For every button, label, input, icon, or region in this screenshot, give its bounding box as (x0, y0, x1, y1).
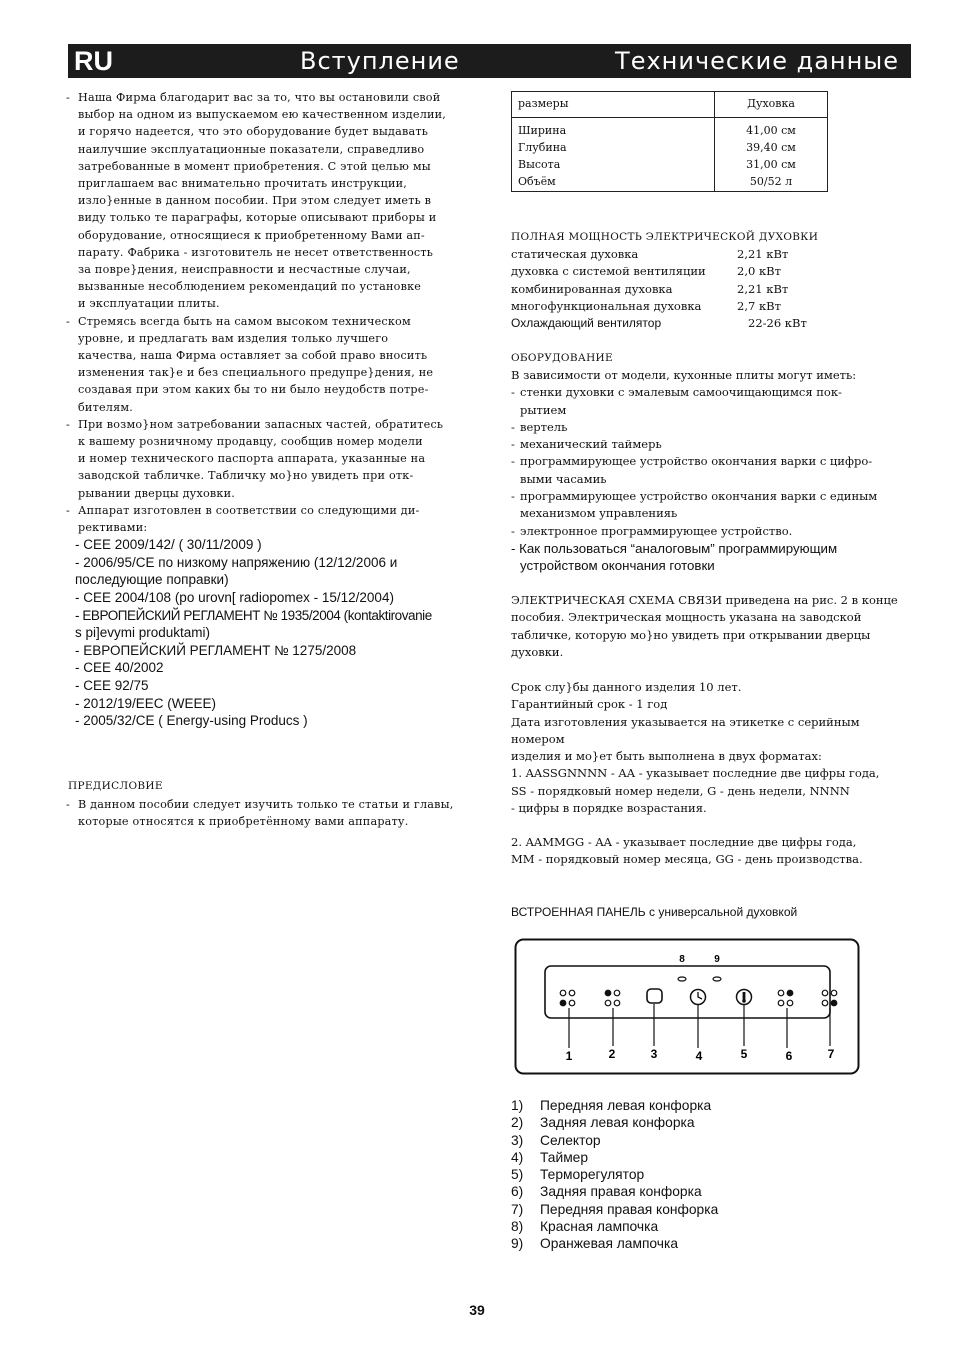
paragraph-directives-intro: - Аппарат изготовлен в соответствии со следующими ди- рективами: (66, 502, 466, 536)
legend-item (511, 1183, 718, 1200)
text-line: и номер технического паспорта аппарата, указанные на (78, 452, 426, 466)
text-line: изло}енные в данном пособии. При этом следует иметь в (78, 194, 432, 208)
text-line: номером (511, 731, 565, 746)
label-8: 8 (679, 954, 685, 965)
legend-text: Таймер (540, 1149, 589, 1165)
legend-number: 3) (511, 1132, 524, 1148)
directive-item: последующие поправки) (75, 572, 229, 588)
label-height: Высота (518, 158, 561, 171)
label-1: 1 (565, 1049, 573, 1063)
label-7: 7 (827, 1047, 835, 1061)
text-line: Стремясь всегда быть на самом высоком техническом (78, 314, 411, 328)
analog-programmer-note (511, 540, 909, 575)
directive-item: - CEE 2004/108 (po urovn[ radiopomex - 15/12/2004) (75, 590, 394, 606)
power-row (511, 263, 909, 280)
foreword-text: - В данном пособии следует изучить только те статьи и главы, которые относятся к приобретённому вами аппарату. (66, 796, 478, 830)
text-line: виду только те параграфы, которые описывают приборы и (78, 211, 437, 225)
text-line: ЭЛЕКТРИЧЕСКАЯ СХЕМА СВЯЗИ приведена на рис. 2 в конце (511, 593, 898, 607)
text-line: табличке, которую мо}но увидеть при открывании дверцы (511, 627, 871, 642)
fan-label: Охлаждающий вентилятор (511, 316, 662, 331)
text-line: и горячо надеется, что это оборудование будет выдавать (78, 125, 429, 139)
text-line: за повре}дения, неисправности и несчастные случаи, (78, 263, 411, 277)
legend-item (511, 1149, 718, 1166)
power-title: ПОЛНАЯ МОЩНОСТЬ ЭЛЕКТРИЧЕСКОЙ ДУХОВКИ (511, 231, 819, 243)
directive-item: - CEE 92/75 (75, 678, 149, 694)
panel-legend (511, 1097, 718, 1253)
text-line: стенки духовки с эмалевым самоочищающимся пок- (520, 385, 842, 400)
legend-number: 2) (511, 1115, 524, 1131)
text-line: Аппарат изготовлен в соответствии со следующими ди- (78, 503, 420, 517)
table-header-oven: Духовка (715, 92, 828, 118)
value-height: 31,00 см (746, 158, 796, 171)
text-line: вызванные несоблюдением рекомендаций по установке (78, 280, 422, 294)
equipment-item: - вертель (511, 419, 909, 436)
fan-row (511, 315, 909, 332)
legend-item (511, 1097, 718, 1114)
legend-number: 7) (511, 1201, 524, 1217)
text-line: рывании дверцы духовки. (78, 486, 236, 500)
text-line: 2. AAMMGG - AA - указывает последние две цифры года, (511, 835, 857, 849)
legend-number: 1) (511, 1098, 524, 1113)
legend-text: Красная лампочка (540, 1219, 659, 1235)
left-column (66, 89, 466, 730)
legend-item (511, 1114, 718, 1131)
dimensions-table (511, 91, 828, 192)
text-line: приглашаем вас внимательно прочитать инструкции, (78, 177, 408, 191)
label-6: 6 (785, 1049, 793, 1063)
label-5: 5 (740, 1047, 748, 1061)
legend-number: 4) (511, 1149, 524, 1165)
text-line: SS - порядковый номер недели, G - день недели, NNNN (511, 783, 850, 798)
equipment-item: - программирующее устройство окончания варки с единым механизмом управленияь (511, 488, 909, 523)
value-width: 41,00 см (746, 124, 796, 137)
legend-text: Передняя левая конфорка (540, 1098, 712, 1113)
page-number: 39 (469, 1302, 485, 1318)
label-width: Ширина (518, 124, 567, 137)
legend-text: Оранжевая лампочка (540, 1236, 679, 1252)
legend-text: Задняя левая конфорка (540, 1115, 695, 1131)
foreword-title: ПРЕДИСЛОВИЕ (68, 780, 163, 792)
text-line: 1. AASSGNNNN - AA - указывает последние две цифры года, (511, 766, 880, 781)
text-line: наилучшие эксплуатационные показатели, справедливо (78, 142, 425, 156)
power-value: 2,0 кВт (737, 264, 781, 279)
text-line: духовки. (511, 644, 564, 659)
equipment-item: - электронное программирующее устройство. (511, 523, 909, 540)
legend-text: Задняя правая конфорка (540, 1184, 702, 1200)
directive-item: - CEE 40/2002 (75, 660, 164, 676)
power-value: 2,21 кВт (737, 247, 789, 261)
value-volume: 50/52 л (749, 175, 793, 188)
panel-title: ВСТРОЕННАЯ ПАНЕЛЬ с универсальной духовкой (511, 905, 798, 919)
text-line: механизмом управленияь (520, 506, 678, 521)
text-line: электронное программирующее устройство. (520, 523, 793, 538)
power-row (511, 298, 909, 315)
equipment-item: - механический таймерь (511, 436, 909, 453)
title-technical-data: Технические данные (615, 47, 899, 75)
paragraph-thanks: - Наша Фирма благодарит вас за то, что вы остановили свой выбор на одном из выпускаемом ею качественном изделии, и горячо надеется, что это оборудование будет выдавать наилучшие эксплуатационные показатели, справедливо затребованные в момент приобретения. С этой целью мы приглашаем вас внимательно прочитать инструкции, изло}енные в данном пособии. При этом следует иметь в виду только те параграфы, которые описывают приборы и оборудование, относящиеся к приобретенному Вами ап- парату. Фабрика - изготовитель не несет ответственность за повре}дения, неисправности и несчастные случаи, вызванные несоблюдением рекомендаций по установке и эксплуатации плиты. (66, 89, 466, 313)
power-label: многофункциональная духовка (511, 298, 702, 313)
directive-item: - 2012/19/EEC (WEEE) (75, 695, 217, 711)
table-labels-cell (512, 118, 715, 192)
text-line: выми часамиь (520, 471, 607, 486)
text-line: - Как пользоваться “аналоговым” программирующим (511, 540, 838, 556)
equipment-title: ОБОРУДОВАНИЕ (511, 352, 613, 364)
directives-list (66, 536, 466, 730)
control-panel-diagram (514, 938, 860, 1076)
text-line: Дата изготовления указывается на этикетке с серийным (511, 714, 860, 729)
text-line: пособия. Электрическая мощность указана на заводской (511, 610, 862, 625)
power-section (511, 229, 909, 332)
text-line: рытием (520, 402, 567, 417)
text-line: которые относятся к приобретённому вами аппарату. (78, 815, 409, 829)
legend-number: 5) (511, 1167, 524, 1183)
text-line: затребованные в момент приобретения. С этой целью мы (78, 159, 431, 173)
text-line: парату. Фабрика - изготовитель не несет ответственность (78, 245, 434, 259)
title-introduction: Вступление (300, 47, 460, 75)
text-line: создавая при этом каких бы то ни было неудобств потре- (78, 383, 429, 397)
equipment-item: - стенки духовки с эмалевым самоочищающимся пок- рытием (511, 384, 909, 419)
text-line: и эксплуатации плиты. (78, 297, 220, 311)
text-line: оборудование, относящиеся к приобретенному Вами ап- (78, 228, 425, 242)
text-line: устройством окончания готовки (520, 558, 715, 574)
power-label: комбинированная духовка (511, 281, 673, 296)
equipment-item: - программирующее устройство окончания варки с цифро- выми часамиь (511, 453, 909, 488)
text-line: выбор на одном из выпускаемом ею качественном изделии, (78, 108, 447, 122)
label-9: 9 (714, 954, 720, 965)
text-line: изменения так}е и без специального предупре}дения, не (78, 366, 434, 380)
equipment-intro: В зависимости от модели, кухонные плиты могут иметь: (511, 368, 857, 382)
legend-number: 8) (511, 1219, 524, 1235)
legend-item (511, 1218, 718, 1235)
power-label: статическая духовка (511, 247, 639, 261)
electric-scheme-text (511, 592, 909, 661)
label-2: 2 (608, 1047, 616, 1061)
legend-text: Передняя правая конфорка (540, 1201, 719, 1217)
paragraph-improvements: - Стремясь всегда быть на самом высоком техническом уровне, и предлагать вам изделия только лучшего качества, наша Фирма оставляет за собой право вносить изменения так}е и без специального предупре}дения, не создавая при этом каких бы то ни было неудобств потре- бителям. (66, 313, 466, 416)
power-label: духовка с системой вентиляции (511, 264, 706, 279)
paragraph-spare-parts: - При возмо}ном затребовании запасных частей, обратитесь к вашему розничному продавцу, сообщив номер модели и номер технического паспорта аппарата, указанные на заводской табличке. Табличку мо}но увидеть при отк- рывании дверцы духовки. (66, 416, 466, 502)
text-line: программирующее устройство окончания варки с единым (520, 489, 878, 504)
text-line: уровне, и предлагать вам изделия только лучшего (78, 331, 389, 345)
service-life-text (511, 679, 909, 817)
text-line: рективами: (78, 521, 148, 535)
power-row (511, 246, 909, 263)
legend-text: Селектор (540, 1132, 601, 1148)
fan-value: 22-26 кВт (748, 316, 807, 331)
text-line: В данном пособии следует изучить только те статьи и главы, (78, 798, 454, 811)
legend-item (511, 1201, 718, 1218)
label-4: 4 (695, 1049, 703, 1063)
text-line: вертель (520, 419, 568, 434)
header-bar (68, 44, 911, 78)
text-line: MM - порядковый номер месяца, GG - день производства. (511, 852, 863, 867)
text-line: Наша Фирма благодарит вас за то, что вы остановили свой (78, 91, 441, 104)
text-line: Гарантийный срок - 1 год (511, 697, 668, 712)
legend-item (511, 1166, 718, 1183)
power-value: 2,21 кВт (737, 281, 789, 296)
text-line: бителям. (78, 400, 134, 414)
text-line: механический таймерь (520, 437, 662, 452)
power-row (511, 281, 909, 298)
directive-item: - 2005/32/CE ( Energy-using Producs ) (75, 713, 308, 729)
legend-number: 9) (511, 1236, 524, 1252)
directive-item: - ЕВРОПЕЙСКИЙ РЕГЛАМЕНТ № 1935/2004 (kontaktirovanie (75, 607, 432, 623)
text-line: - цифры в порядке возрастания. (511, 801, 707, 816)
text-line: изделия и мо}ет быть выполнена в двух форматах: (511, 749, 822, 764)
power-value: 2,7 кВт (737, 298, 781, 313)
value-depth: 39,40 см (746, 141, 796, 154)
equipment-section (511, 350, 909, 575)
table-values-cell (715, 118, 828, 192)
date-format-2 (511, 834, 909, 869)
legend-item (511, 1235, 718, 1252)
text-line: заводской табличке. Табличку мо}но увидеть при отк- (78, 469, 414, 483)
language-code: RU (74, 46, 113, 76)
directive-item: - ЕВРОПЕЙСКИЙ РЕГЛАМЕНТ № 1275/2008 (75, 642, 357, 658)
directive-item: s pi]evymi produktami) (75, 625, 211, 641)
legend-item (511, 1132, 718, 1149)
legend-text: Терморегулятор (540, 1167, 645, 1183)
text-line: При возмо}ном затребовании запасных частей, обратитесь (78, 417, 444, 431)
text-line: программирующее устройство окончания варки с цифро- (520, 454, 873, 469)
directive-item: - 2006/95/CE по низкому напряжению (12/12/2006 и (75, 554, 398, 570)
table-header-dimensions: размеры (512, 92, 715, 118)
text-line: качества, наша Фирма оставляет за собой право вносить (78, 349, 428, 363)
directive-item: - CEE 2009/142/ ( 30/11/2009 ) (75, 537, 262, 553)
text-line: к вашему розничному продавцу, сообщив номер модели (78, 435, 423, 449)
label-depth: Глубина (518, 141, 567, 154)
text-line: Срок слу}бы данного изделия 10 лет. (511, 680, 742, 694)
label-3: 3 (650, 1047, 658, 1061)
legend-number: 6) (511, 1184, 524, 1200)
label-volume: Объём (518, 175, 556, 188)
